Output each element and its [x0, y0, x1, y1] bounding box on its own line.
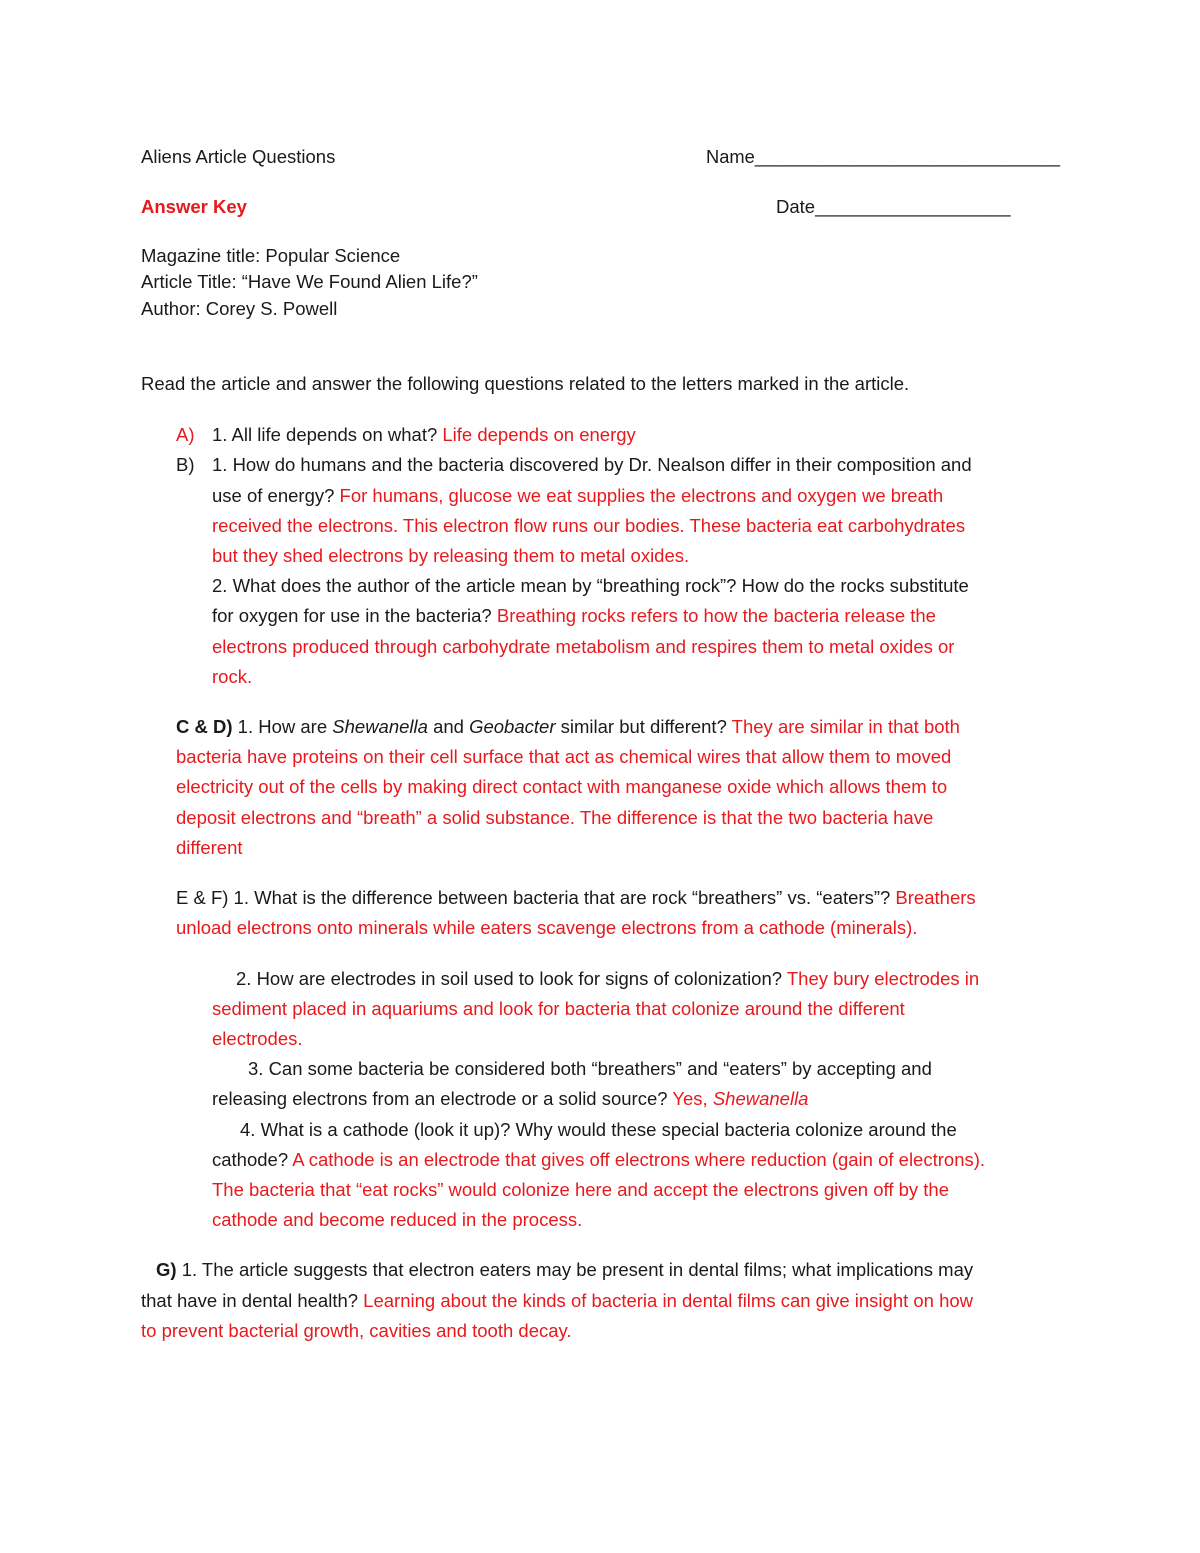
species-name: Geobacter	[469, 716, 556, 737]
question-marker-a: A)	[176, 424, 195, 445]
article-title: Article Title: “Have We Found Alien Life?”	[141, 271, 478, 292]
answer-ef4-line4: cathode and become reduced in the process.	[212, 1209, 583, 1230]
question-text: 1. The article suggests that electron eaters may be present in dental films; what implications may	[176, 1259, 974, 1280]
answer-ef1-line2: unload electrons onto minerals while eaters scavenge electrons from a cathode (minerals).	[176, 917, 918, 938]
question-text: and	[427, 716, 470, 737]
question-b1-line1: 1. How do humans and the bacteria discovered by Dr. Nealson differ in their composition and	[212, 454, 972, 475]
question-text: 2. How are electrodes in soil used to look for signs of colonization?	[236, 968, 783, 989]
answer-text: Yes,	[667, 1088, 713, 1109]
answer-cd-line5: different	[176, 837, 243, 858]
question-ef4-line1: 4. What is a cathode (look it up)? Why would these special bacteria colonize around the	[240, 1119, 957, 1140]
answer-text: Breathers	[890, 887, 976, 908]
answer-cd-line3: electricity out of the cells by making direct contact with manganese oxide which allows them to	[176, 776, 948, 797]
question-text: use of energy?	[212, 485, 335, 506]
answer-b1-line4: but they shed electrons by releasing them to metal oxides.	[212, 545, 690, 566]
question-marker-cd: C & D)	[176, 716, 233, 737]
question-a	[212, 423, 636, 447]
answer-text: For humans, glucose we eat supplies the electrons and oxygen we breath	[334, 485, 944, 506]
date-field: Date___________________	[776, 196, 1011, 217]
magazine-title: Magazine title: Popular Science	[141, 245, 401, 266]
answer-ef2-line3: electrodes.	[212, 1028, 303, 1049]
question-b1-line2	[212, 484, 943, 508]
question-g-line2	[141, 1289, 973, 1313]
question-text: 1. All life depends on what?	[212, 424, 438, 445]
question-text: cathode?	[212, 1149, 289, 1170]
question-ef3-line1: 3. Can some bacteria be considered both “breathers” and “eaters” by accepting and	[248, 1058, 932, 1079]
worksheet-title: Aliens Article Questions	[141, 146, 336, 167]
answer-b2-line4: rock.	[212, 666, 253, 687]
question-text: releasing electrons from an electrode or a solid source?	[212, 1088, 668, 1109]
question-g-line1	[156, 1258, 973, 1282]
question-text: 1. How are	[232, 716, 333, 737]
question-b2-line2	[212, 604, 936, 628]
question-ef4-line2	[212, 1148, 985, 1172]
answer-text: They are similar in that both	[726, 716, 960, 737]
species-name: Shewanella	[332, 716, 428, 737]
instructions: Read the article and answer the following questions related to the letters marked in the article.	[141, 373, 910, 394]
answer-text: They bury electrodes in	[782, 968, 980, 989]
question-text: that have in dental health?	[141, 1290, 359, 1311]
name-field: Name______________________________	[706, 146, 1061, 167]
question-ef1-line1	[176, 886, 976, 910]
question-marker-b: B)	[176, 454, 195, 475]
answer-key-label: Answer Key	[141, 196, 247, 217]
article-author: Author: Corey S. Powell	[141, 298, 338, 319]
answer-ef4-line3: The bacteria that “eat rocks” would colonize here and accept the electrons given off by the	[212, 1179, 950, 1200]
answer-cd-line2: bacteria have proteins on their cell surface that act as chemical wires that allow them to moved	[176, 746, 952, 767]
question-text: similar but different?	[555, 716, 727, 737]
answer-g-line3: to prevent bacterial growth, cavities and tooth decay.	[141, 1320, 572, 1341]
answer-text: Life depends on energy	[437, 424, 636, 445]
question-ef2-line1	[236, 967, 979, 991]
answer-cd-line4: deposit electrons and “breath” a solid substance. The difference is that the two bacteria have	[176, 807, 934, 828]
answer-b2-line3: electrons produced through carbohydrate metabolism and respires them to metal oxides or	[212, 636, 955, 657]
question-text: E & F) 1. What is the difference between bacteria that are rock “breathers” vs. “eaters”?	[176, 887, 891, 908]
species-name: Shewanella	[712, 1088, 809, 1109]
question-ef3-line2	[212, 1087, 808, 1111]
answer-ef2-line2: sediment placed in aquariums and look for bacteria that colonize around the different	[212, 998, 905, 1019]
question-cd-line1	[176, 715, 960, 739]
question-marker-g: G)	[156, 1259, 177, 1280]
answer-text: Learning about the kinds of bacteria in dental films can give insight on how	[358, 1290, 974, 1311]
question-text: for oxygen for use in the bacteria?	[212, 605, 492, 626]
question-b2-line1: 2. What does the author of the article mean by “breathing rock”? How do the rocks substitute	[212, 575, 969, 596]
answer-b1-line3: received the electrons. This electron flow runs our bodies. These bacteria eat carbohydrates	[212, 515, 966, 536]
answer-text: Breathing rocks refers to how the bacteria release the	[491, 605, 936, 626]
answer-text: A cathode is an electrode that gives off electrons where reduction (gain of electrons).	[288, 1149, 986, 1170]
